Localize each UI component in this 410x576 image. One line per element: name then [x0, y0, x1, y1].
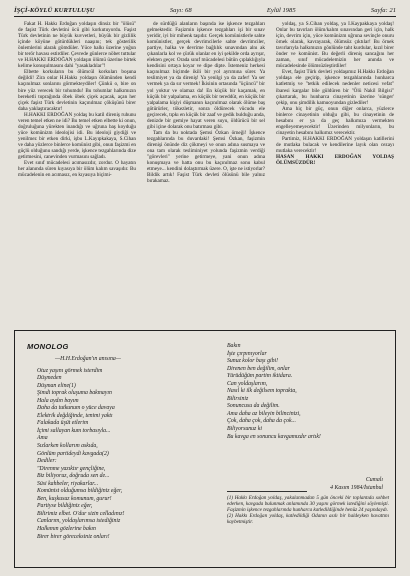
poem-line: Birer birer göreceksiniz onları! [37, 533, 110, 540]
paragraph: Fakat H. Hakkı Erdoğan yoldaşın dinsiz bir "ölüsü" de faşist Türk devletini öcü gibi korkutuyordu. Faşist Türk devletinin ne büyük kuvvetleri, büyük bir gizlilik içinde köyüne götürdükleri naaşını; tek gösterilik önlemlerini alarak gömdüler. Yüce halkı üzerine yoğun bir terör havası estirdiler. Çevrede günlerce nöbet tuttular ve H.HAKKI ERDOĞAN yoldaşın ölümü üzerine birtek kelime konuşulmasını dahi "yasakladılar"! [18, 21, 136, 70]
poem-line: Sunuz kolor başı gibi! [227, 358, 279, 365]
poem-line: İçimi sallayan kum torbasıyla... [37, 427, 111, 434]
poem-left-column [37, 356, 215, 541]
poem-line: "Direnme yazıktır gençliğine, [37, 465, 106, 472]
page-number: Sayfa: 21 [370, 6, 396, 14]
poem-line: Ama [37, 435, 48, 442]
poem-line: Falakada üşüt etlerim [37, 420, 89, 427]
poem-line: Direnen ben değilim, onlar [227, 365, 290, 372]
poem-line: Partiyse bildiğiniz eğer, [37, 503, 93, 510]
poem-line: Biliyorsunuz ki [227, 426, 262, 433]
poem-line: İşte çırpınıyorlar [227, 350, 267, 357]
paragraph: Evet, faşist Türk devleti yoldaşımız H.Hakkı Erdoğan yoldaşa ele geçirip, işkence tezgahlarında hunharca katletmiş ve "tetkik edilecek nedenler neticesi vefat" ibaresi kargalar bile güldüren bir "Ölü Nakil Bilgisi" çıkartarak, bu hunharca cinayetinin üzerine 'sünger' çekip, onu şimdilik kamuoyundan gizlediler! [276, 69, 394, 106]
paragraph: H.HAKKI ERDOĞAN yoldaş bu katil direniş ruhunu veren temel etken ne idi? Bu temel etken elbette ki onun, doğruluğuna yürekten inandığı ve uğruna baş koyduğu yüce komünizm ideolojisi idi. Bu ideoloji giydiği ve yenilmez bir etken dirki, işbu L.Kayıpkakaya, S.Cihan ve daha yüzlerce binlerce komünist gibi, onun faşizmi en güçlü olduğunu sandığı yerde, işkence tezgahlarında dize getirmesini, canevinden vurmasını sağladı. [18, 111, 136, 161]
poem-line: Düşman eline(1) [37, 382, 76, 389]
poem-line: Can yoldaşlarım, [227, 380, 268, 387]
poem-line: Halkımın gözlerine bakın [37, 526, 96, 533]
poem-line: Bilirimiz elbet. O'dur sizin celladınız! [37, 510, 125, 517]
poem-line: Gönlüm partideydi kavgada(2) [37, 450, 109, 457]
poem-line: Daha da tutkunum o yüce davaya [37, 405, 115, 412]
paragraph: de sürdüğü alanların başında ise işkence tezgahları gelmektedir. Faşizmin işkence tezgahları işi bir sınav yeridir, iyi bir mihenk taşıdır. Gerçek komünistlerle sahte komünistler, gerçek devrimcilerle sahte devrimciler, partiye, halka ve devrime bağlılık sınavından alnı ak çıkanlarla kol ve çürük olanlar en iyi şekilde orda ayrışır, elekten geçer. Orada sınıf mücadelesi bütün çıplaklığıyla kendisini ortaya koyar ve dipe dipte. İstemeniz herkesi kaçınılmaz biçimde ikili bir yol ayrımına sürer. Ya teslimiyet ya da direniş! Ya yenilgi ya da zafer! Ya ser vermek ya da sır vermek! İkisinin ortasında "üçüncü" bir yol yoktur ve olamaz da! En küçük bir kaçamak, en küçük bir yalpalama, en küçük bir tereddüt, en küçük bir yalpalama kişiyi düşmanın kaçınılmaz olarak ölüme baş götürürler, tökezletir, sonra öldürecek vücudu ele geçirecek, tıpkı en küçük bir zaaf ve gedik bulduğu anda, denizde bir gemiye hayat veren suyu, öldürücü bir sel gibi içine dolarak onu batırması gibi. [147, 21, 265, 130]
poem-line: Bilirsiniz [227, 395, 249, 402]
poem-place: Cumalı [365, 477, 383, 483]
poem-line: Dediler: [37, 458, 57, 465]
poem-line: Komünist olduğumsa bildiğiniz eğer, [37, 488, 123, 495]
poem-line: Sızlarken kollarım askıda, [37, 443, 98, 450]
footnote: (2) Hakkı Erdoğan yoldaş, katledildiği Odanın asılı bir haldeyken havattını kaybetmiştir. [227, 513, 389, 526]
poem-line: Elektrik değdiğinde, tenimi yaktı [37, 412, 113, 419]
poem-right-column [227, 343, 387, 441]
poem-line: Hala aydın bayım [37, 397, 79, 404]
article-column-2 [147, 21, 265, 325]
paragraph: Partimiz, H.HAKKI ERDOĞAN yoldaşın katillerini de mutlaka bulacak ve kendilerine layık olan cezayı mutlaka verecektir! [276, 135, 394, 154]
article-body [18, 21, 394, 325]
poem-date: 4 Kasım 1984/İstanbul [330, 484, 383, 491]
poem-line: Sonuncusu da değilim. [227, 403, 280, 410]
article-signature: HASAN HAKKI ERDOĞAN YOLDAŞ ÖLÜMSÜZDÜR! [276, 154, 394, 167]
poem-line: Süsi kahbeler, riyakarlar... [37, 480, 99, 487]
poem-place-date [227, 477, 383, 492]
poem-title: MONOLOG [27, 342, 69, 351]
publication-name: İŞÇİ-KÖYLÜ KURTULUŞU [14, 6, 95, 14]
page-header [14, 4, 396, 17]
issue-date: Eylül 1985 [266, 6, 296, 14]
paragraph: Elbette korkuların bu ölümcül korkuları boşuna değildi! Zira onlar H.Hakkı yoldaşın ölümünden kendi kaçınılmaz sonlarını görmekteydiler! Çünkü o, bire on bire yüz verecek bir tohumdu! Bu tohumlar halkımızın bereketli toprağında öbek öbek çiçek açacak, açan her çiçek faşist Türk devletinin kaçınılmaz çöküşünü birer daha yaklaştıracaktır! [18, 69, 136, 112]
poem-line: Biz biliyoruz, doğruda sen de... [37, 473, 110, 480]
footnote: (1) Hakkı Erdoğan yoldaş, yakalanmadan 5 gün önceki bir toplantıda sohbet ederken, kavgada bulunmak anlamında 30 yaşını görmek istediğini söylemişti. Faşizmin işkence tezgahlarında hunharca katledildiğinde henüz 24 yaşındaydı. [227, 495, 389, 514]
poem-line: Ben, kuşkusuz komunum, gurur! [37, 495, 112, 502]
poem-line: Düşmeden [37, 375, 62, 382]
poem-line: Yürüdüğüm partim iktidara. [227, 373, 293, 380]
poem-line: Çok, daha çok, daha da çok... [227, 418, 296, 425]
poem-line: Otuz yaşını görmek isterdim [37, 367, 103, 374]
poem-footnotes [227, 495, 389, 525]
poem-box [14, 330, 396, 568]
poem-dedication: —H.H.Erdoğan'ın anısına— [55, 356, 121, 362]
paragraph: Evet sınıf mücadelesi acımasızdır, zordur. O hayatın her alanında süren kıyasıya bir ölüm kalım savaşıdır. Bu mücadelenin en acımasız, en kıyasıya biçimi- [18, 160, 136, 179]
poem-line: Canlarım, yoldaşlarımsa istediğiniz [37, 518, 121, 525]
paragraph: yoldaş, ya S.Cihan yoldaş, ya İ.Kaypakkaya yoldaş! Onlar bu tavırları ölüm/kalım sınavından geri için, halk için, devrim için, yüce komünizm uğruna sevinçle onuru örnek olarak, kavrayarak, ölümsüz çıktılar! Bu örnek tavırlarıyla halkımızın gönlünde taht kurdular, kızıl birer önder ve komünist. Bu değerli direniş sancağını her zaman, sınıf mücadelemizin her anında ve mücadelesinde ölümsüzleştirdiler! [276, 21, 394, 70]
poem-line: Bakın [227, 343, 241, 349]
poem-line: Bu kavga en sonuncu kavgamızdır artık! [227, 433, 321, 440]
issue-number: Sayı: 68 [169, 6, 192, 14]
article-column-1 [18, 21, 136, 325]
paragraph: Tam da bu noktada Şemsi Özkan örneği! İşkence tezgahlarında bu duvardaki! Şemsi Özkan, faşizmin direnişi önünde diz çökmeyi ve onun adına susmaya ve ona tam olarak tesliminiyet yolunda faşizmin verdiği "görevleri" yerine getirmeye, yani onun adına konuşmaya ve hatta onu bu kaçınılmaz sonu kabul etmeye... kendini dolaştırmak üzere. O, işte ne istiyorlar? Bildik artık! Faşist Türk devleti ölüsünü bile yalnız bırakamaz. [147, 129, 265, 185]
footnote-divider [227, 491, 307, 492]
paragraph: Ama hiç bir güç, onun diğer onlarca, yüzlerce binlerce cinayetinin olduğu gibi, bu cinayetinin de hesabını er ya da geç halkımıza vermekten engelleyemeyecektir! Üzerinden milyonların, bu cinayetin hesabını halkımız verecektir. [276, 105, 394, 136]
poem-line: Ama daha az bileyin bilincinizi, [227, 410, 301, 417]
article-column-3 [276, 21, 394, 325]
poem-line: Nasıl ki ilk değilsem toprakta, [227, 388, 297, 395]
poem-line: Şimdi toprak oluşuma bakmayın [37, 390, 112, 397]
